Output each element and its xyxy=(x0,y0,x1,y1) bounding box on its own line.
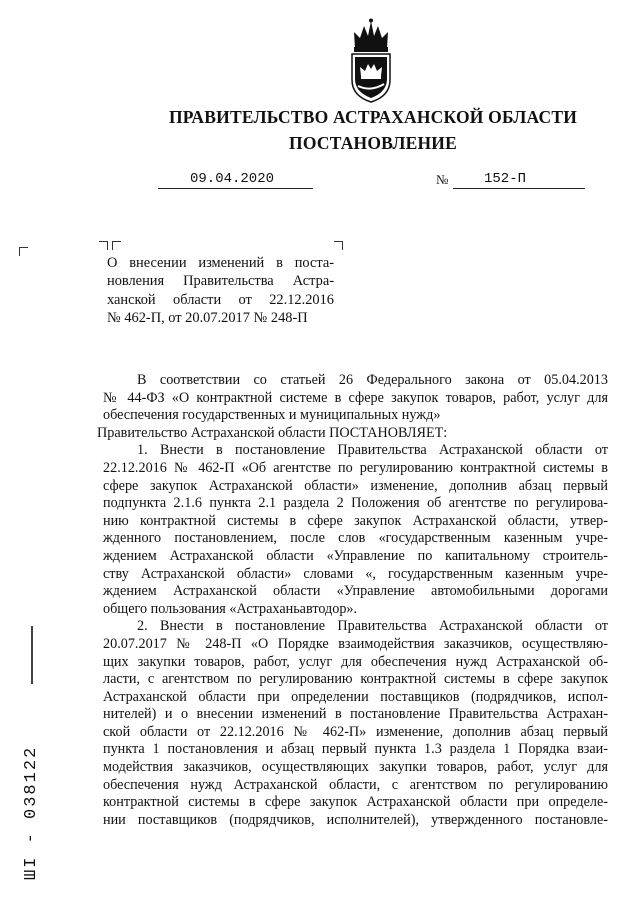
body-line: ждением Астраханской области «Управление автомобильными дорогами xyxy=(103,583,608,600)
body-line: ждением Астраханской области «Управление по капитальному строитель- xyxy=(103,547,608,564)
number-underline xyxy=(453,188,585,189)
coat-of-arms-icon xyxy=(346,18,396,104)
body-line: 1. Внести в постановление Правительства Астраханской области от xyxy=(137,442,608,459)
body-line: подпункта 2.1.6 пункта 2.1 раздела 2 Положения об агентстве по регулирова- xyxy=(103,495,608,512)
body-line: В соответствии со статьей 26 Федерального закона от 05.04.2013 xyxy=(137,372,608,388)
corner-mark xyxy=(19,247,28,256)
resolves-line xyxy=(97,425,608,443)
body-line: жденного постановлением, после слов «государственным казенным учре- xyxy=(103,530,608,547)
body-line: ству Астраханской области» словами «, государственным казенным учре- xyxy=(103,565,608,582)
corner-mark xyxy=(99,241,108,250)
subject-line: новления Правительства Астра- xyxy=(107,273,334,290)
serial-stamp: ШІ - 038122 xyxy=(22,745,41,880)
margin-bar xyxy=(31,626,33,684)
body-line: 20.07.2017 № 248-П «О Порядке взаимодействия заказчиков, осуществляю- xyxy=(103,635,608,652)
body-line: контрактной системы в сфере закупок Астраханской области при определе- xyxy=(103,794,608,811)
subject-line: № 462-П, от 20.07.2017 № 248-П xyxy=(107,309,308,326)
item-2 xyxy=(103,618,608,829)
body-line: 2. Внести в постановление Правительства Астраханской области от xyxy=(137,618,608,635)
body-line: ской области от 22.12.2016 № 462-П» изменение, дополнив абзац первый xyxy=(103,723,608,740)
document-number: 152-П xyxy=(484,171,527,187)
body-line: модействия заказчиков, осуществляющих закупки товаров, работ, услуг для xyxy=(103,759,608,776)
body-line: нителей) и о внесении изменений в постановление Правительства Астрахан- xyxy=(103,706,608,723)
body-line: ласти, с агентством по регулированию контрактной системы в сфере закупок xyxy=(103,671,608,688)
document-type: ПОСТАНОВЛЕНИЕ xyxy=(289,133,457,153)
body-line: общего пользования «Астраханьавтодор». xyxy=(103,600,358,617)
preamble xyxy=(103,372,608,425)
body-line: Правительство Астраханской области ПОСТАНОВЛЯЕТ: xyxy=(97,424,448,441)
number-sign: № xyxy=(436,172,449,187)
body-line: нии поставщиков (подрядчиков, исполнителей), утвержденного постановле- xyxy=(103,811,608,828)
document-body xyxy=(97,372,608,829)
government-title: ПРАВИТЕЛЬСТВО АСТРАХАНСКОЙ ОБЛАСТИ xyxy=(168,107,578,127)
item-1 xyxy=(103,442,608,618)
corner-mark xyxy=(112,241,121,250)
document-date: 09.04.2020 xyxy=(190,171,275,187)
body-line: нию контрактной системы в сфере закупок Астраханской области, утвер- xyxy=(103,512,608,529)
subject-line: ханской области от 22.12.2016 xyxy=(107,291,334,308)
body-line: Астраханской области при определении поставщиков (подрядчиков, испол- xyxy=(103,688,608,705)
body-line: пункта 1 постановления и абзац первый пункта 1.3 раздела 1 Порядка взаи- xyxy=(103,741,608,758)
corner-mark xyxy=(334,241,343,250)
body-line: 22.12.2016 № 462-П «Об агентстве по регулированию контрактной системы в xyxy=(103,459,608,476)
date-underline xyxy=(158,188,313,189)
body-line: обеспечения нужд Астраханской области, с агентством по регулированию xyxy=(103,776,608,793)
body-line: щих закупки товаров, работ, услуг для обеспечения нужд Астраханской об- xyxy=(103,653,608,670)
document-subject xyxy=(107,254,334,327)
body-line: сфере закупок Астраханской области» изменение, дополнив абзац первый xyxy=(103,477,608,494)
body-line: обеспечения государственных и муниципальных нужд» xyxy=(103,407,441,424)
body-line: № 44-ФЗ «О контрактной системе в сфере закупок товаров, работ, услуг для xyxy=(103,389,608,406)
subject-line: О внесении изменений в поста- xyxy=(107,255,334,271)
